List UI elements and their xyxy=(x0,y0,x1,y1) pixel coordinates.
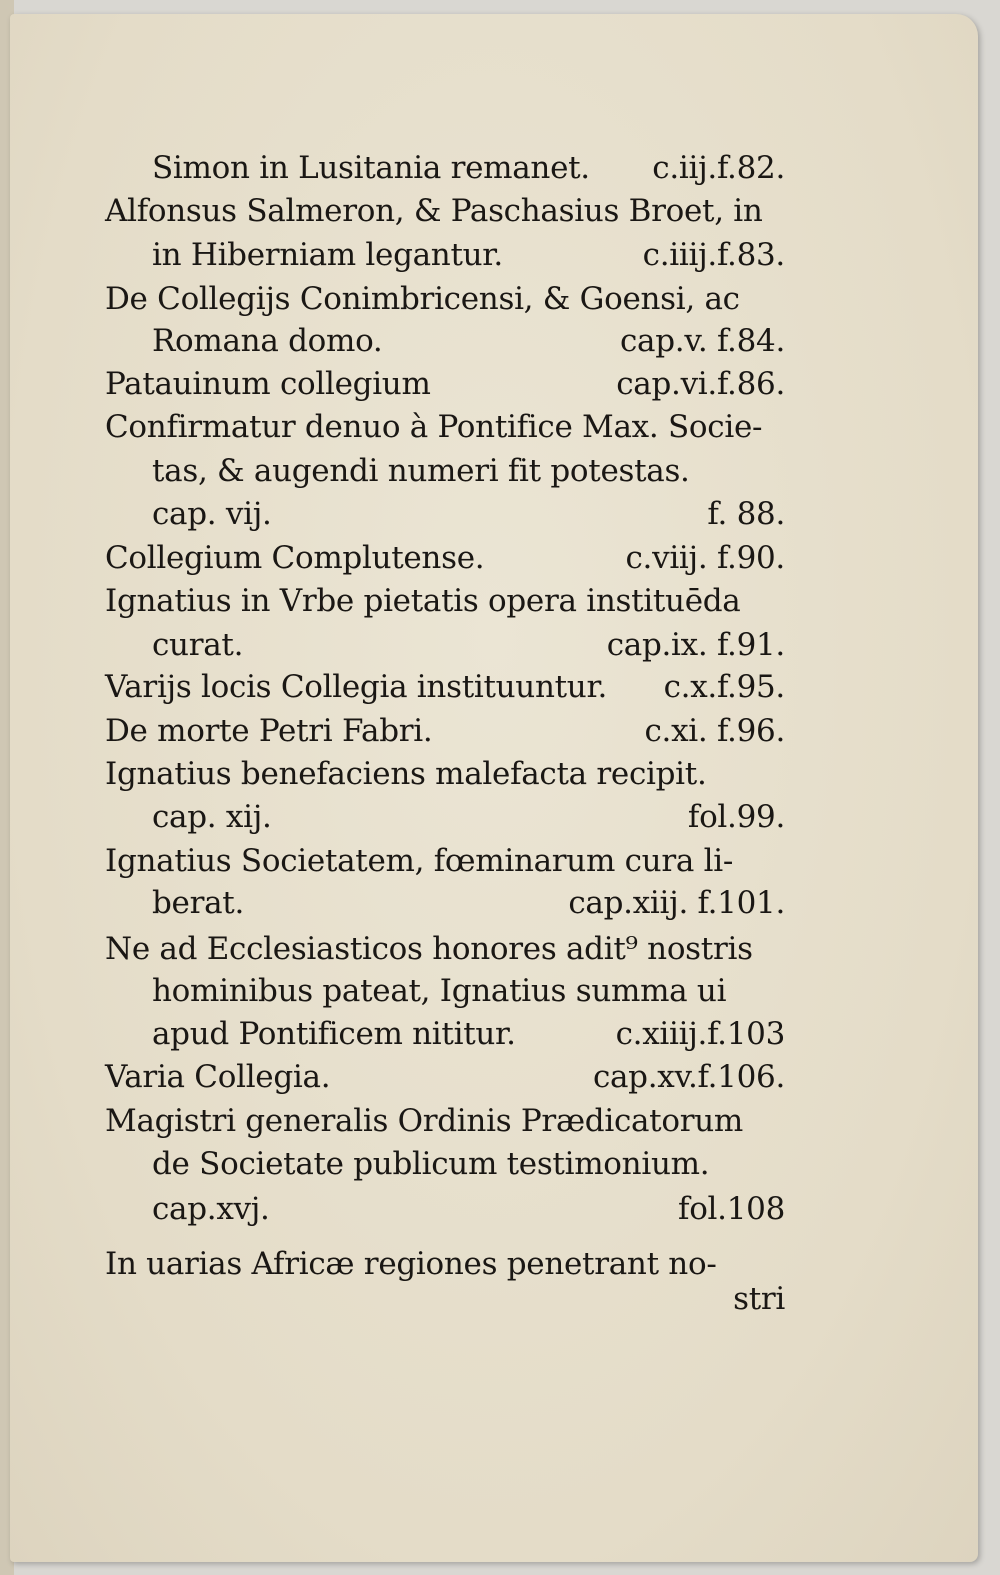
index-entry xyxy=(105,405,785,449)
index-entry xyxy=(152,969,785,1013)
entry-folio-reference: c.x.f.95. xyxy=(663,669,785,705)
index-entry xyxy=(152,1142,785,1186)
index-entry xyxy=(105,709,785,753)
index-entry xyxy=(105,189,785,233)
entry-folio-reference: c.viij. f.90. xyxy=(625,540,785,576)
entry-folio-reference: cap.v. f.84. xyxy=(619,323,785,359)
index-entry xyxy=(105,1099,785,1143)
entry-title: hominibus pateat, Ignatius summa ui xyxy=(152,973,727,1009)
entry-folio-reference: stri xyxy=(733,1281,785,1317)
entry-title: Ne ad Ecclesiasticos honores adit⁹ nostris xyxy=(105,931,753,967)
entry-title: Collegium Complutense. xyxy=(105,540,485,576)
entry-title: cap. xij. xyxy=(152,799,272,835)
index-entry xyxy=(105,839,785,883)
entry-title: Ignatius in Vrbe pietatis opera instituēda xyxy=(105,583,741,619)
entry-title: De morte Petri Fabri. xyxy=(105,713,433,749)
entry-title: Simon in Lusitania remanet. xyxy=(152,150,590,186)
entry-title: apud Pontificem nititur. xyxy=(152,1016,516,1052)
index-entry xyxy=(152,623,785,667)
entry-title: Varia Collegia. xyxy=(105,1059,331,1095)
index-entry xyxy=(105,277,785,321)
entry-title: Alfonsus Salmeron, & Paschasius Broet, in xyxy=(105,193,763,229)
entry-title: Ignatius benefaciens malefacta recipit. xyxy=(105,756,707,792)
entry-title: de Societate publicum testimonium. xyxy=(152,1146,710,1182)
book-page xyxy=(10,14,978,1562)
entry-folio-reference: cap.xv.f.106. xyxy=(592,1059,785,1095)
entry-folio-reference: f. 88. xyxy=(707,496,785,532)
entry-title: in Hiberniam legantur. xyxy=(152,237,503,273)
entry-title: cap.xvj. xyxy=(152,1191,270,1227)
index-entry xyxy=(105,362,785,406)
index-entry xyxy=(105,536,785,580)
index-entry xyxy=(152,1187,785,1231)
entry-folio-reference: fol.108 xyxy=(678,1191,785,1227)
entry-title: In uarias Africæ regiones penetrant no- xyxy=(105,1246,717,1282)
index-entry xyxy=(105,1055,785,1099)
index-entry xyxy=(152,319,785,363)
entry-title: curat. xyxy=(152,627,244,663)
index-entry xyxy=(152,449,785,493)
entry-title: cap. vij. xyxy=(152,496,272,532)
entry-folio-reference: cap.xiij. f.101. xyxy=(568,885,785,921)
index-entry xyxy=(152,1277,785,1321)
index-entry xyxy=(105,665,785,709)
entry-folio-reference: fol.99. xyxy=(687,799,785,835)
entry-title: De Collegijs Conimbricensi, & Goensi, ac xyxy=(105,281,740,317)
index-entry xyxy=(152,146,785,190)
entry-title: berat. xyxy=(152,885,245,921)
entry-title: Romana domo. xyxy=(152,323,383,359)
entry-title: Patauinum collegium xyxy=(105,366,431,402)
entry-folio-reference: c.iij.f.82. xyxy=(652,150,785,186)
index-entry xyxy=(152,1012,785,1056)
entry-folio-reference: c.iiij.f.83. xyxy=(642,237,785,273)
entry-folio-reference: cap.ix. f.91. xyxy=(606,627,785,663)
entry-title: Magistri generalis Ordinis Prædicatorum xyxy=(105,1103,743,1139)
index-entry xyxy=(152,881,785,925)
entry-folio-reference: cap.vi.f.86. xyxy=(616,366,785,402)
index-entry xyxy=(152,233,785,277)
index-entry xyxy=(105,752,785,796)
entry-title: Varijs locis Collegia instituuntur. xyxy=(105,669,608,705)
entry-title: Confirmatur denuo à Pontifice Max. Socie- xyxy=(105,409,763,445)
index-entry xyxy=(105,579,785,623)
entry-folio-reference: c.xiiij.f.103 xyxy=(615,1016,785,1052)
index-entry xyxy=(152,795,785,839)
index-entry xyxy=(152,492,785,536)
entry-folio-reference: c.xi. f.96. xyxy=(644,713,785,749)
entry-title: tas, & augendi numeri fit potestas. xyxy=(152,453,690,489)
entry-title: Ignatius Societatem, fœminarum cura li- xyxy=(105,843,734,879)
index-entry xyxy=(105,927,785,971)
